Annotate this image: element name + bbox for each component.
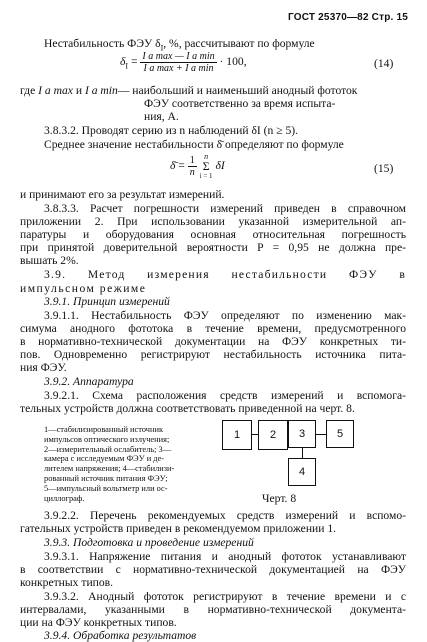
diagram-box-2: 2 <box>258 420 288 450</box>
page-header: ГОСТ 25370—82 Стр. 15 <box>288 12 408 23</box>
p3911-l5: ния ФЭУ. <box>20 361 67 374</box>
s39-heading-l1: 3.9. Метод измерения нестабильности ФЭУ в <box>44 268 406 281</box>
where-line2: ФЭУ соответственно за время испыта- <box>144 97 336 110</box>
p3931-l2: в соответствии с нормативно-технической документацией на ФЭУ <box>20 563 406 576</box>
s394-heading: 3.9.4. Обработка результатов <box>44 629 197 642</box>
formula14-fraction: $\frac{\text{I a max — I a min}}{\text{I a max + I a min}}$ <box>142 51 215 74</box>
figure-legend: 1—стабилизированный источник импульсов оптического излучения; 2—измерительный ослабитель; 3— камера с исследуемым ФЭУ и де- лителем напряжения; 4—стабилизи- рованный источник питания ФЭУ; 5—импульсный вольтметр или ос- циллограф. <box>44 425 175 503</box>
s393-heading: 3.9.3. Подготовка и проведение измерений <box>44 536 254 549</box>
p3931-l1: 3.9.3.1. Напряжение питания и анодный фототок устанавливают <box>44 550 406 563</box>
p3921-l2: тельных устройств должна соответствовать приведенной на черт. 8. <box>20 402 355 415</box>
formula15-sum: n Σ i = 1 <box>199 152 213 180</box>
diagram-box-5: 5 <box>326 420 354 448</box>
figure-caption: Черт. 8 <box>262 492 297 505</box>
p3932-l3: ции на ФЭУ конкретных типов. <box>20 616 177 629</box>
p3833-l3: паратуры и оборудования основная относительная погрешность <box>20 228 406 241</box>
p3911-l2: симума анодного фототока в течение времени, предусмотренного <box>20 322 406 335</box>
formula14: $\delta_I$ = $\frac{\text{I a max — I a min}}{\text{I a max + I a min}}$ · 100, <box>120 51 247 74</box>
s392-heading: 3.9.2. Аппаратура <box>44 375 134 388</box>
p3832-text: 3.8.3.2. Проводят серию из n наблюдений δI (n ≥ 5). <box>44 124 299 137</box>
p3833-l2: приложении 2. При использовании указанной измерительной ап- <box>20 215 406 228</box>
formula15-fraction: $\frac{1}{n}$ <box>189 155 195 178</box>
p3922-l1: 3.9.2.2. Перечень рекомендуемых средств измерений и вспомо- <box>44 509 406 522</box>
s391-heading: 3.9.1. Принцип измерений <box>44 295 170 308</box>
p-accepted: и принимают его за результат измерений. <box>20 188 225 201</box>
formula15-number: (15) <box>374 162 394 175</box>
diagram-box-4: 4 <box>288 458 316 486</box>
connector-1-2 <box>252 434 258 435</box>
s39-heading-l2: импульсном режиме <box>20 282 147 295</box>
diagram-box-1: 1 <box>222 420 252 450</box>
p3922-l2: гательных устройств приведен в рекомендуемом приложении 1. <box>20 522 337 535</box>
where-line3: ния, А. <box>144 110 179 123</box>
formula14-number: (14) <box>374 57 394 70</box>
p3932-l1: 3.9.3.2. Анодный фототок регистрируют в течение времени и с <box>44 590 406 603</box>
p3911-l4: пов. Одновременно регистрируют нестабильность источника пита- <box>20 348 406 361</box>
diagram-box-3: 3 <box>288 420 316 448</box>
p3911-l1: 3.9.1.1. Нестабильность ФЭУ определяют по изменению мак- <box>44 309 406 322</box>
formula15-intro: Среднее значение нестабильности δ̄ определяют по формуле <box>44 138 344 151</box>
formula14-intro: Нестабильность ФЭУ $\delta_I$, %, рассчитывают по формуле <box>44 37 315 53</box>
connector-3-5 <box>316 434 326 435</box>
formula15: δ̄ = $\frac{1}{n}$ n Σ i = 1 δI <box>170 152 225 180</box>
p3921-l1: 3.9.2.1. Схема расположения средств измерений и вспомога- <box>44 389 406 402</box>
p3833-l5: вышать 2%. <box>20 254 79 267</box>
p3932-l2: интервалами, указанными в нормативно-технической документа- <box>20 603 406 616</box>
where-line1: где I a max и I a min— наибольший и наименьший анодный фототок <box>20 84 358 97</box>
p3911-l3: в нормативно-технической документации на ФЭУ конкретных ти- <box>20 335 406 348</box>
p3931-l3: конкретных типов. <box>20 576 114 589</box>
p3833-l4: при принятой доверительной вероятности P = 0,95 не должна пре- <box>20 241 406 254</box>
p3833-l1: 3.8.3.3. Расчет погрешности измерений приведен в справочном <box>44 202 406 215</box>
connector-3-4 <box>302 448 303 458</box>
